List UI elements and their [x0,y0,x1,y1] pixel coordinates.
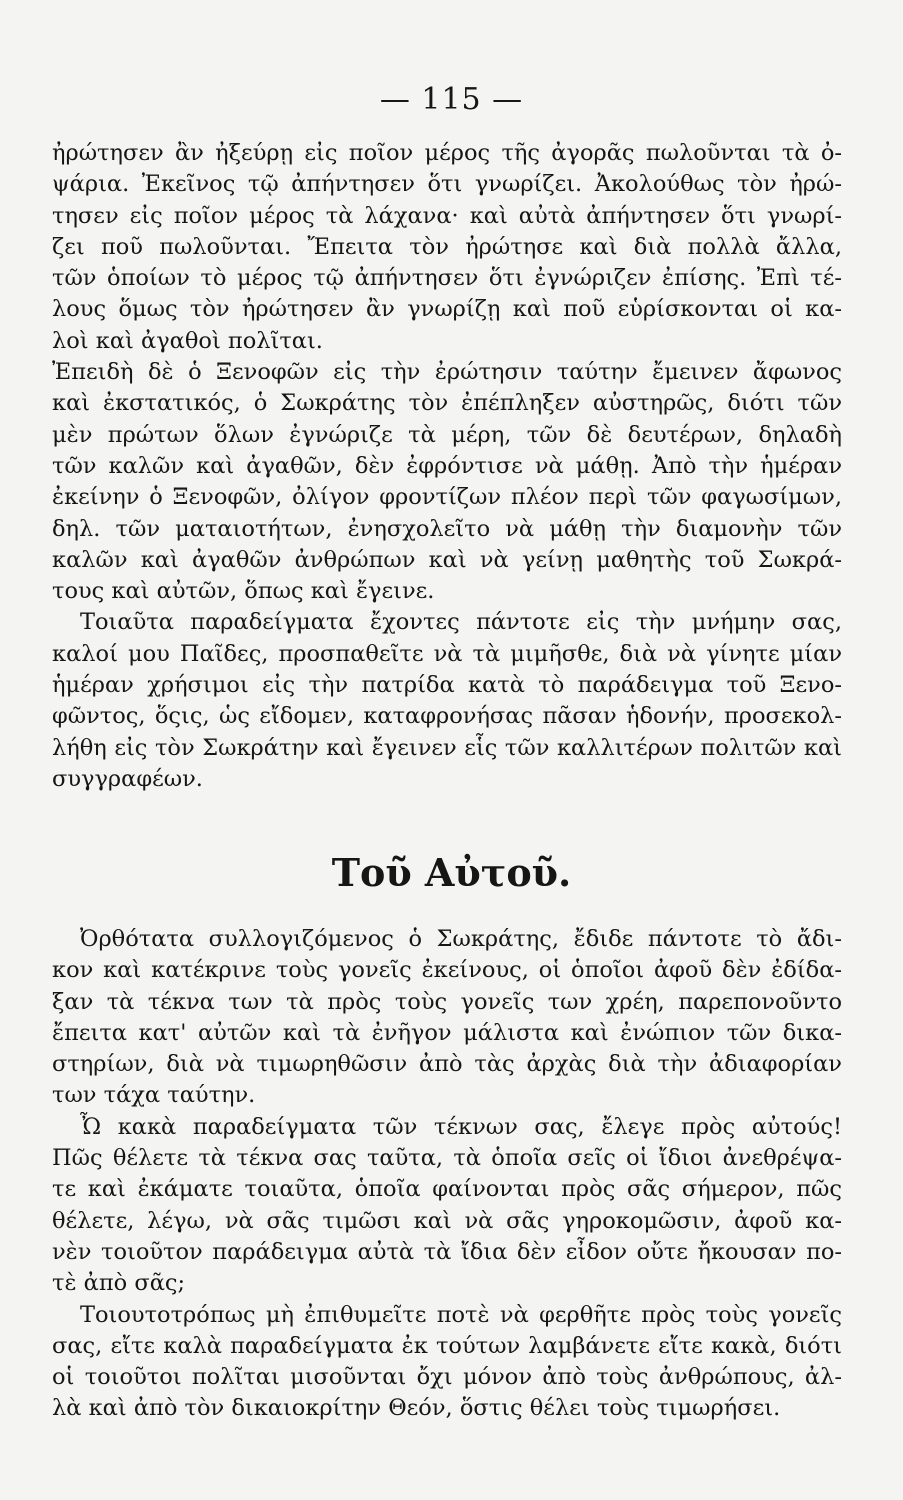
text-line: ξαν τὰ τέκνα των τὰ πρὸς τοὺς γονεῖς των χρέη, παρεπονοῦντο [52,988,842,1015]
text-line: λοὶ καὶ ἀγαθοὶ πολῖται. [52,327,323,354]
text-line: λὰ καὶ ἀπὸ τὸν δικαιοκρίτην Θεόν, ὅστις θέλει τοὺς τιμωρήσει. [52,1395,781,1422]
text-line: Ἐπειδὴ δὲ ὁ Ξενοφῶν εἰς τὴν ἐρώτησιν ταύτην ἔμεινεν ἄφωνος [52,359,842,386]
text-line: Ὦ κακὰ παραδείγματα τῶν τέκνων σας, ἔλεγε πρὸς αὐτούς! [80,1113,842,1140]
text-line: καλῶν καὶ ἀγαθῶν ἀνθρώπων καὶ νὰ γείνῃ μαθητὴς τοῦ Σωκρά- [52,546,842,573]
text-line: στηρίων, διὰ νὰ τιμωρηθῶσιν ἀπὸ τὰς ἀρχὰς διὰ τὴν ἀδιαφορίαν [52,1051,842,1078]
text-line: των τάχα ταύτην. [52,1082,256,1109]
text-line: ἐκείνην ὁ Ξενοφῶν, ὀλίγον φροντίζων πλέον περὶ τῶν φαγωσίμων, [52,484,842,511]
text-line: καὶ ἐκστατικός, ὁ Σωκράτης τὸν ἐπέπληξεν αὐστηρῶς, διότι τῶν [52,390,842,417]
text-line: τῶν ὁποίων τὸ μέρος τῷ ἀπήντησεν ὅτι ἐγνώριζεν ἐπίσης. Ἐπὶ τέ- [52,265,842,292]
text-line: ψάρια. Ἐκεῖνος τῷ ἀπήντησεν ὅτι γνωρίζει. Ἀκολούθως τὸν ἠρώ- [52,171,842,198]
text-line: δηλ. τῶν ματαιοτήτων, ἐνησχολεῖτο νὰ μάθῃ τὴν διαμονὴν τῶν [52,515,842,542]
text-line: λήθη εἰς τὸν Σωκράτην καὶ ἔγεινεν εἷς τῶν καλλιτέρων πολιτῶν καὶ [52,734,842,761]
text-line: νὲν τοιοῦτον παράδειγμα αὐτὰ τὰ ἴδια δὲν εἶδον οὔτε ἤκουσαν πο- [52,1238,842,1265]
text-line: Τοιουτοτρόπως μὴ ἐπιθυμεῖτε ποτὲ νὰ φερθῆτε πρὸς τοὺς γονεῖς [80,1301,842,1328]
text-line: Ὀρθότατα συλλογιζόμενος ὁ Σωκράτης, ἔδιδε πάντοτε τὸ ἄδι- [80,926,842,952]
text-line: οἱ τοιοῦτοι πολῖται μισοῦνται ὄχι μόνον ἀπὸ τοὺς ἀνθρώπους, ἀλ- [52,1364,842,1391]
text-line: Τοιαῦτα παραδείγματα ἔχοντες πάντοτε εἰς τὴν μνήμην σας, [80,609,842,636]
body-text-section-2 [52,924,842,1425]
text-line: μὲν πρώτων ὅλων ἐγνώριζε τὰ μέρη, τῶν δὲ δευτέρων, δηλαδὴ [52,421,842,448]
section-heading: Τοῦ Αὐτοῦ. [331,850,572,895]
text-line: λους ὅμως τὸν ἠρώτησεν ἂν γνωρίζῃ καὶ ποῦ εὑρίσκονται οἱ κα- [52,296,842,323]
body-text-section-1 [52,138,842,795]
text-line: Πῶς θέλετε τὰ τέκνα σας ταῦτα, τὰ ὁποῖα σεῖς οἱ ἴδιοι ἀνεθρέψα- [52,1145,842,1172]
text-line: τε καὶ ἐκάματε τοιαῦτα, ὁποῖα φαίνονται πρὸς σᾶς σήμερον, πῶς [52,1176,842,1203]
text-line: καλοί μου Παῖδες, προσπαθεῖτε νὰ τὰ μιμῆσθε, διὰ νὰ γίνητε μίαν [52,640,842,667]
text-line: ἠρώτησεν ἂν ἠξεύρῃ εἰς ποῖον μέρος τῆς ἀγορᾶς πωλοῦνται τὰ ὀ- [52,140,842,166]
text-line: ἔπειτα κατ' αὐτῶν καὶ τὰ ἐνῆγον μάλιστα καὶ ἐνώπιον τῶν δικα- [52,1019,842,1046]
text-line: σας, εἴτε καλὰ παραδείγματα ἐκ τούτων λαμβάνετε εἴτε κακὰ, διότι [52,1332,842,1359]
text-line: θέλετε, λέγω, νὰ σᾶς τιμῶσι καὶ νὰ σᾶς γηροκομῶσιν, ἀφοῦ κα- [52,1207,842,1234]
text-line: συγγραφέων. [52,765,203,792]
text-line: τους καὶ αὐτῶν, ὅπως καὶ ἔγεινε. [52,578,435,605]
text-line: τῶν καλῶν καὶ ἀγαθῶν, δὲν ἐφρόντισε νὰ μάθῃ. Ἀπὸ τὴν ἡμέραν [52,452,842,479]
text-line: ἡμέραν χρήσιμοι εἰς τὴν πατρίδα κατὰ τὸ παράδειγμα τοῦ Ξενο- [52,672,842,699]
text-line: φῶντος, ὅςις, ὡς εἴδομεν, καταφρονήσας πᾶσαν ἡδονήν, προσεκολ- [52,703,842,730]
text-line: κον καὶ κατέκρινε τοὺς γονεῖς ἐκείνους, οἱ ὁποῖοι ἀφοῦ δὲν ἐδίδα- [52,957,842,984]
text-line: τὲ ἀπὸ σᾶς; [52,1270,186,1297]
text-line: τησεν εἰς ποῖον μέρος τὰ λάχανα· καὶ αὐτὰ ἀπήντησεν ὅτι γνωρί- [52,202,842,229]
text-line: ζει ποῦ πωλοῦνται. Ἔπειτα τὸν ἠρώτησε καὶ διὰ πολλὰ ἄλλα, [52,233,842,260]
page-number: — 115 — [379,82,524,117]
